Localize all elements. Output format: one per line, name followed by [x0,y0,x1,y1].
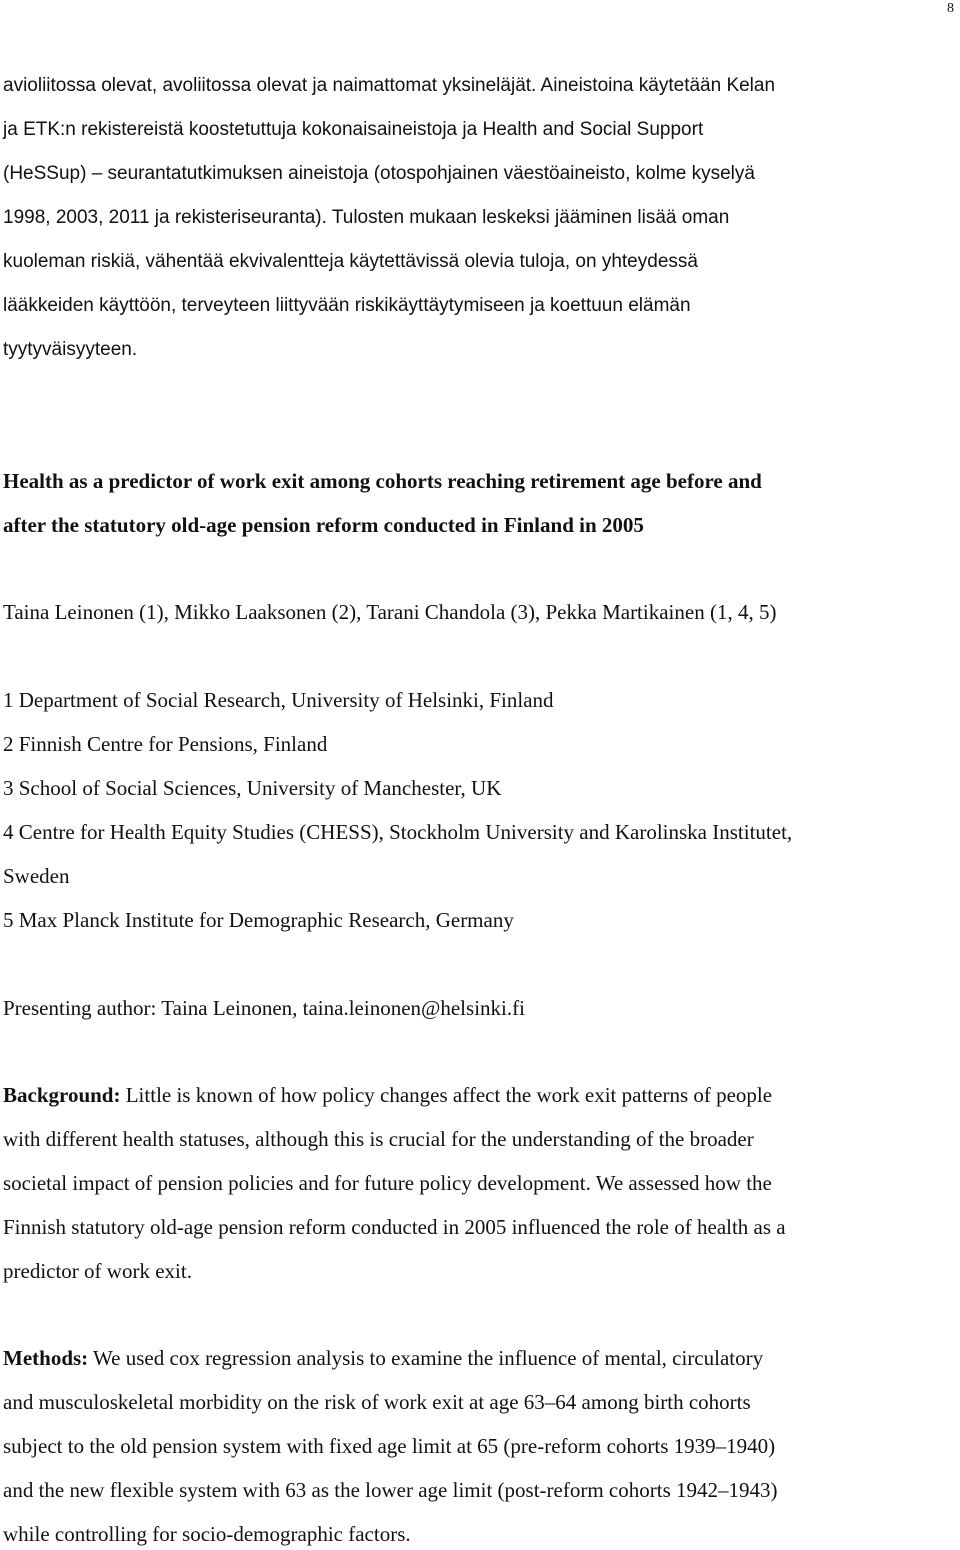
section-line: while controlling for socio-demographic factors. [3,1522,411,1546]
section-line: predictor of work exit. [3,1259,192,1283]
title-line: after the statutory old-age pension reform conducted in Finland in 2005 [3,513,644,537]
text-line: ja ETK:n rekistereistä koostetuttuja kokonaisaineistoja ja Health and Social Support [3,119,704,140]
title-line: Health as a predictor of work exit among cohorts reaching retirement age before and [3,469,762,493]
presenting-author: Presenting author: Taina Leinonen, taina.leinonen@helsinki.fi [3,996,525,1020]
page-number: 8 [947,1,954,16]
text-line: kuoleman riskiä, vähentää ekvivalentteja käytettävissä olevia tuloja, on yhteydessä [3,251,698,272]
affiliation: 5 Max Planck Institute for Demographic Research, Germany [3,908,514,932]
author-list: Taina Leinonen (1), Mikko Laaksonen (2), Tarani Chandola (3), Pekka Martikainen (1, 4, 5) [3,600,777,624]
methods-label: Methods: [3,1346,89,1370]
section-line [3,1344,763,1372]
methods-text: We used cox regression analysis to examine the influence of mental, circulatory [88,1346,764,1370]
section-line: and musculoskeletal morbidity on the risk of work exit at age 63–64 among birth cohorts [3,1390,751,1414]
section-line: Finnish statutory old-age pension reform conducted in 2005 influenced the role of health as a [3,1215,786,1239]
section-line [3,1081,772,1109]
text-line: avioliitossa olevat, avoliitossa olevat ja naimattomat yksineläjät. Aineistoina käytetään Kelan [3,75,776,96]
affiliation: 2 Finnish Centre for Pensions, Finland [3,732,328,756]
affiliation: 1 Department of Social Research, University of Helsinki, Finland [3,688,554,712]
background-text: Little is known of how policy changes affect the work exit patterns of people [120,1083,773,1107]
section-line: subject to the old pension system with fixed age limit at 65 (pre-reform cohorts 1939–1940) [3,1434,776,1458]
text-line: tyytyväisyyteen. [3,339,138,360]
text-line: (HeSSup) – seurantatutkimuksen aineistoja (otospohjainen väestöaineisto, kolme kyselyä [3,163,755,184]
affiliation: 3 School of Social Sciences, University of Manchester, UK [3,776,502,800]
section-line: societal impact of pension policies and for future policy development. We assessed how the [3,1171,772,1195]
section-line: with different health statuses, although this is crucial for the understanding of the broader [3,1127,754,1151]
text-line: 1998, 2003, 2011 ja rekisteriseuranta). Tulosten mukaan leskeksi jääminen lisää oman [3,207,730,228]
section-line: and the new flexible system with 63 as the lower age limit (post-reform cohorts 1942–1943) [3,1478,778,1502]
text-line: lääkkeiden käyttöön, terveyteen liittyvään riskikäyttäytymiseen ja koettuun elämän [3,295,691,316]
background-label: Background: [3,1083,121,1107]
affiliation: Sweden [3,864,70,888]
affiliation: 4 Centre for Health Equity Studies (CHESS), Stockholm University and Karolinska Institutet, [3,820,793,844]
